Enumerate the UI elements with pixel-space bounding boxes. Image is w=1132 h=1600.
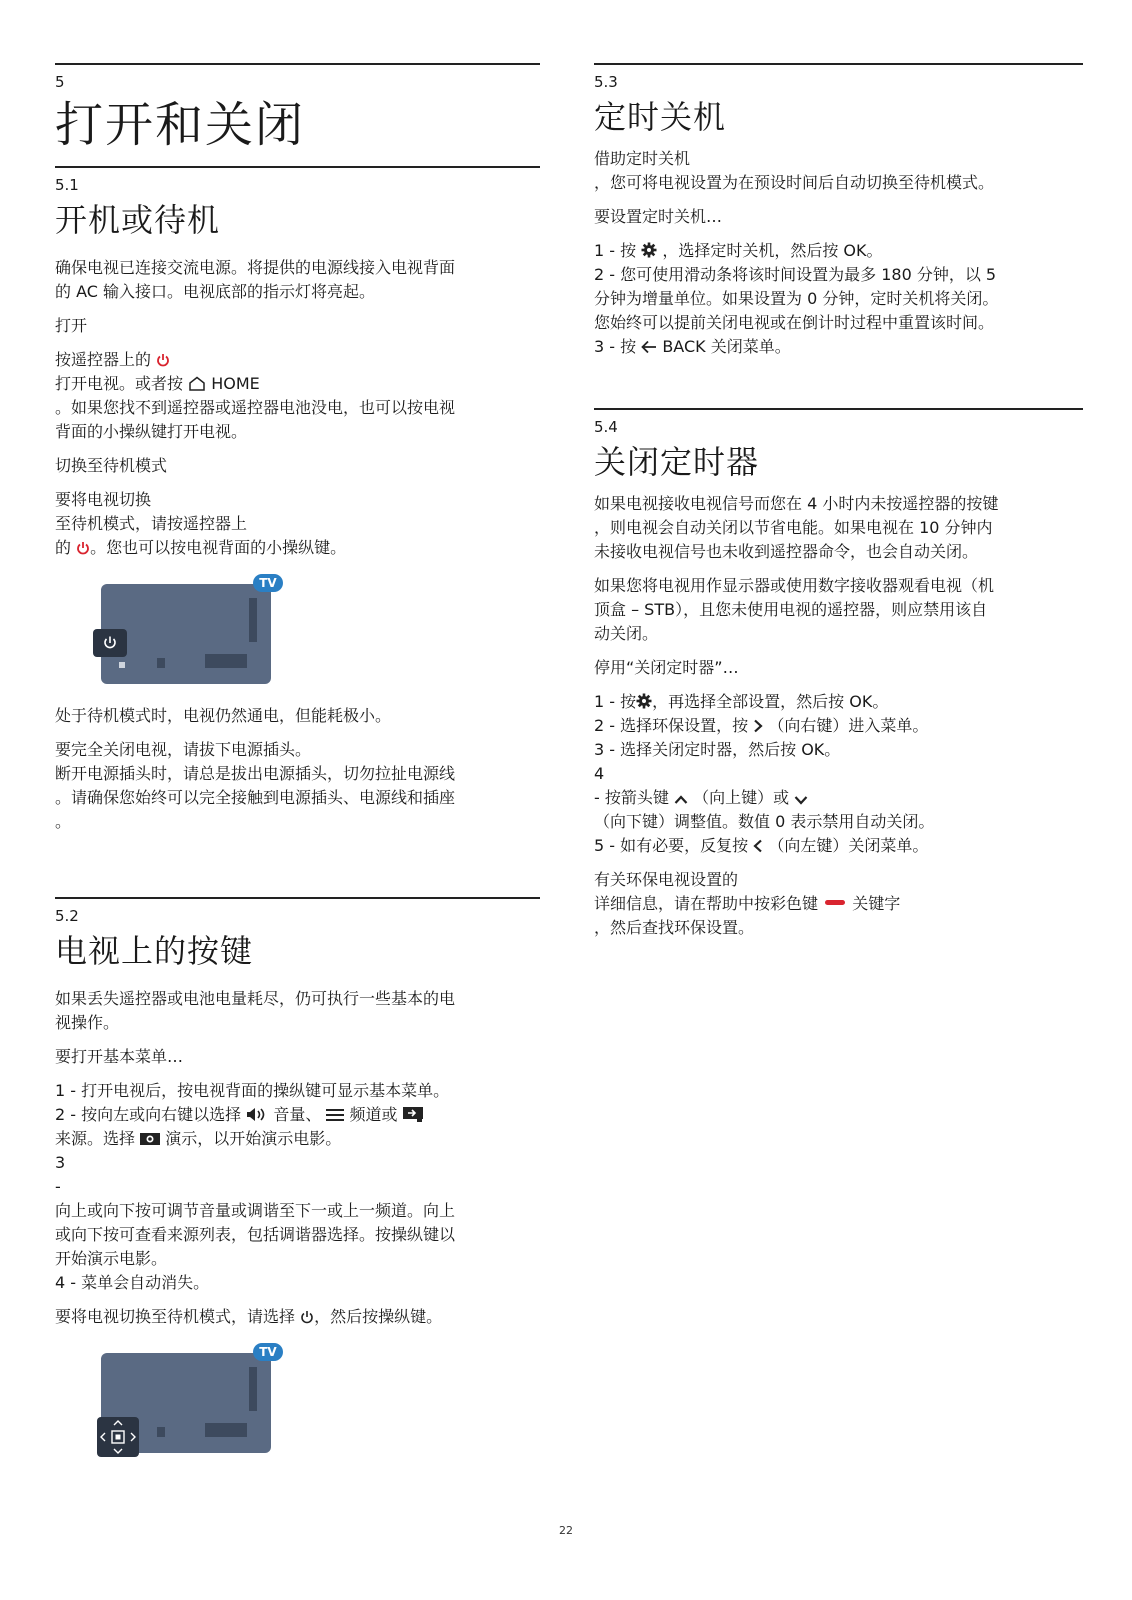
tv-badge: TV bbox=[253, 1343, 283, 1361]
subheading-standby: 切换至待机模式 bbox=[55, 456, 168, 475]
power-button-callout bbox=[93, 629, 127, 657]
power-off-note: 要完全关闭电视，请拔下电源插头。 断开电源插头时，请总是拔出电源插头，切勿拉扯电源线 。请确保您始终可以完全接触到电源插头、电源线和插座 。 bbox=[55, 740, 456, 831]
demo-icon bbox=[140, 1132, 160, 1146]
power-icon bbox=[93, 629, 127, 657]
section-5-2 bbox=[55, 897, 540, 1463]
chevron-down-icon bbox=[794, 795, 808, 805]
subheading-on: 打开 bbox=[55, 316, 88, 335]
help-note: 有关环保电视设置的 详细信息，请在帮助中按彩色键 关键字 ，然后查找环保设置。 bbox=[594, 870, 901, 937]
joystick-directions-icon bbox=[97, 1417, 139, 1457]
section-5-1 bbox=[55, 166, 540, 834]
subheading-set-timer: 要设置定时关机… bbox=[594, 207, 723, 226]
tv-badge: TV bbox=[253, 574, 283, 592]
paragraph: 确保电视已连接交流电源。将提供的电源线接入电视背面 的 AC 输入接口。电视底部的指示灯将亮起。 bbox=[55, 258, 456, 301]
chapter-header bbox=[55, 63, 540, 155]
channel-list-icon bbox=[326, 1108, 344, 1122]
tv-back-illustration bbox=[55, 574, 285, 694]
standby-instructions: 要将电视切换 至待机模式，请按遥控器上 的 。您也可以按电视背面的小操纵键。 bbox=[55, 490, 347, 557]
chapter-number: 5 bbox=[55, 73, 65, 91]
gear-icon bbox=[641, 242, 657, 258]
power-icon bbox=[76, 541, 90, 555]
chevron-right-icon bbox=[753, 719, 763, 733]
subheading-menu: 要打开基本菜单… bbox=[55, 1047, 184, 1066]
standby-note: 处于待机模式时，电视仍然通电，但能耗极小。 bbox=[55, 706, 392, 725]
page-number: 22 bbox=[559, 1524, 573, 1537]
divider bbox=[55, 63, 540, 65]
chevron-up-icon bbox=[674, 795, 688, 805]
section-5-3 bbox=[594, 63, 1083, 359]
paragraph: 借助定时关机 ，您可将电视设置为在预设时间后自动切换至待机模式。 bbox=[594, 149, 995, 192]
section-number: 5.3 bbox=[594, 73, 618, 91]
tv-port bbox=[157, 658, 165, 668]
steps-list: 1 - 按 ，再选择全部设置，然后按 OK。 2 - 选择环保设置，按 （向右键）进入菜单。 3 - 选择关闭定时器，然后按 OK。 4 - 按箭头键 （向上键）或 （向下键）调整值。数值 0 表示禁用自动关闭。 5 - 如有必要，反复按 （向左键）关闭菜单。 bbox=[594, 692, 935, 855]
volume-icon bbox=[246, 1107, 268, 1122]
section-title: 关闭定时器 bbox=[594, 443, 760, 481]
divider bbox=[594, 408, 1083, 410]
tv-port bbox=[157, 1427, 165, 1437]
tv-port bbox=[249, 598, 257, 642]
tv-port bbox=[205, 654, 247, 668]
standby-instruction: 要将电视切换至待机模式，请选择 ，然后按操纵键。 bbox=[55, 1307, 443, 1326]
divider bbox=[594, 63, 1083, 65]
paragraph: 如果电视接收电视信号而您在 4 小时内未按遥控器的按键 ，则电视会自动关闭以节省电能。如果电视在 10 分钟内 未接收电视信号也未收到遥控器命令，也会自动关闭。 bbox=[594, 494, 999, 561]
power-on-instructions: 按遥控器上的 打开电视。或者按 HOME 。如果您找不到遥控器或遥控器电池没电，也可以按电视 背面的小操纵键打开电视。 bbox=[55, 350, 456, 441]
red-color-key-icon bbox=[825, 900, 845, 905]
divider bbox=[55, 897, 540, 899]
section-number: 5.4 bbox=[594, 418, 618, 436]
power-icon bbox=[156, 353, 170, 367]
divider bbox=[55, 166, 540, 168]
paragraph: 如果您将电视用作显示器或使用数字接收器观看电视（机 顶盒 – STB），且您未使用电视的遥控器，则应禁用该自 动关闭。 bbox=[594, 576, 995, 643]
chevron-left-icon bbox=[753, 839, 763, 853]
source-icon bbox=[403, 1107, 423, 1122]
steps-list: 1 - 按 ，选择定时关机，然后按 OK。 2 - 您可使用滑动条将该时间设置为最多 180 分钟，以 5 分钟为增量单位。如果设置为 0 分钟，定时关机将关闭。 您始终可以提前关闭电视或在倒计时过程中重置该时间。 3 - 按 BACK 关闭菜单。 bbox=[594, 241, 999, 356]
steps-list: 1 - 打开电视后，按电视背面的操纵键可显示基本菜单。 2 - 按向左或向右键以选择 音量、 频道或 来源。选择 演示，以开始演示电影。 3 - 向上或向下按可调节音量或调谐至下一或上一频道。向上 或向下按可查看来源列表，包括调谐器选择。按操纵键以 开始演示电影。 4 - 菜单会自动消失。 bbox=[55, 1081, 456, 1292]
section-title: 电视上的按键 bbox=[55, 932, 254, 970]
back-arrow-icon bbox=[641, 340, 657, 354]
power-icon bbox=[300, 1310, 314, 1324]
tv-back-illustration bbox=[55, 1343, 285, 1463]
tv-joystick bbox=[119, 662, 125, 668]
chapter-title: 打开和关闭 bbox=[55, 97, 306, 153]
section-title: 定时关机 bbox=[594, 98, 727, 136]
tv-port bbox=[249, 1367, 257, 1411]
paragraph: 如果丢失遥控器或电池电量耗尽，仍可执行一些基本的电 视操作。 bbox=[55, 989, 456, 1032]
joystick-callout bbox=[97, 1417, 139, 1457]
home-icon bbox=[188, 376, 206, 391]
section-5-4 bbox=[594, 408, 1083, 940]
section-number: 5.2 bbox=[55, 907, 79, 925]
gear-icon bbox=[636, 693, 652, 709]
section-number: 5.1 bbox=[55, 176, 79, 194]
subheading-disable-timer: 停用“关闭定时器”… bbox=[594, 658, 739, 677]
section-title: 开机或待机 bbox=[55, 201, 221, 239]
tv-port bbox=[205, 1423, 247, 1437]
